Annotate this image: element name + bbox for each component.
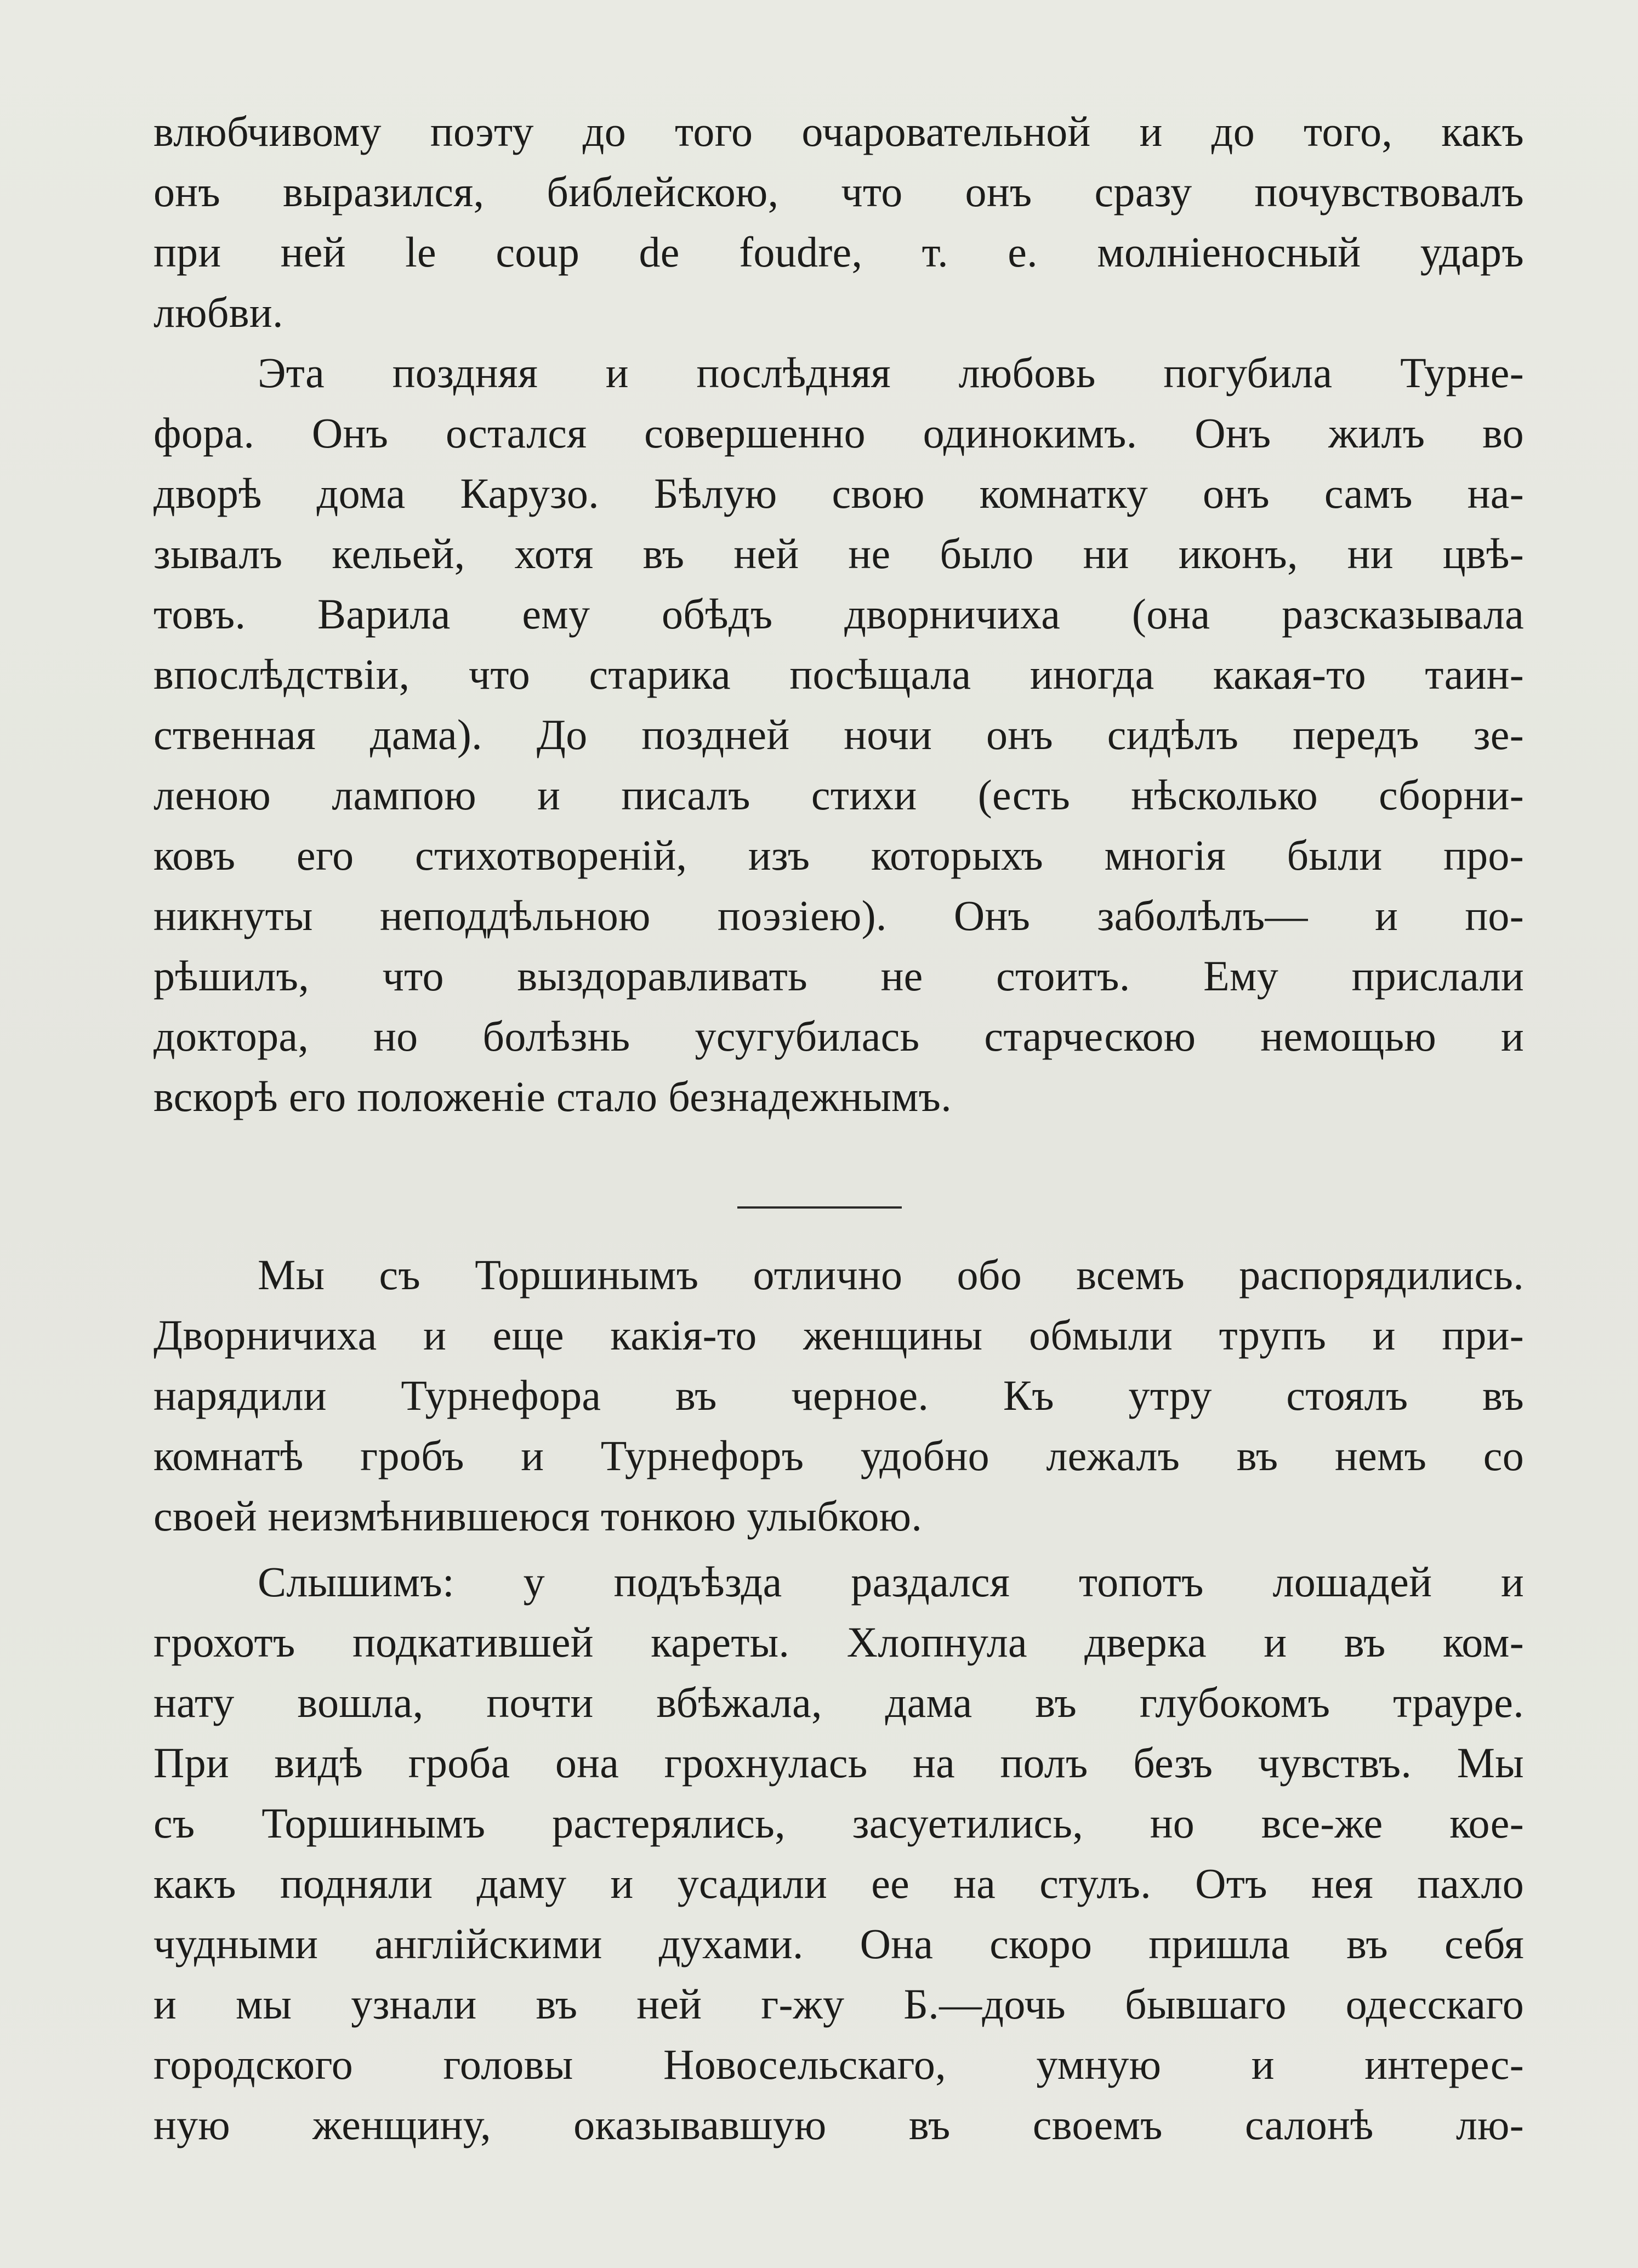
section-divider — [737, 1206, 902, 1209]
text-line: Дворничиха и еще какія-то женщины обмыли трупъ и при- — [153, 1311, 1524, 1359]
text-line: городского головы Новосельскаго, умную и интерес- — [153, 2040, 1524, 2088]
text-line: какъ подняли даму и усадили ее на стулъ. Отъ нея пахло — [153, 1859, 1524, 1907]
text-line: никнуты неподдѣльною поэзіею). Онъ заболѣлъ— и по- — [153, 892, 1524, 939]
text-line: нарядили Турнефора въ черное. Къ утру стоялъ въ — [153, 1371, 1524, 1419]
text-line: доктора, но болѣзнь усугубилась старческою немощью и — [153, 1012, 1524, 1060]
text-line: чудными англійскими духами. Она скоро пришла въ себя — [153, 1920, 1524, 1968]
text-line: ковъ его стихотвореній, изъ которыхъ многія были про- — [153, 831, 1524, 879]
text-line: Мы съ Торшинымъ отлично обо всемъ распорядились. — [258, 1251, 1524, 1299]
text-line: влюбчивому поэту до того очаровательной и до того, какъ — [153, 107, 1524, 155]
text-line: впослѣдствіи, что старика посѣщала иногда какая-то таин- — [153, 650, 1524, 698]
paragraph-4 — [153, 1552, 1524, 2155]
text-line: ственная дама). До поздней ночи онъ сидѣлъ передъ зе- — [153, 711, 1524, 758]
text-line: Слышимъ: у подъѣзда раздался топотъ лошадей и — [258, 1558, 1524, 1606]
text-line: рѣшилъ, что выздоравливать не стоитъ. Ему прислали — [153, 952, 1524, 1000]
text-line: товъ. Варила ему обѣдъ дворничиха (она разсказывала — [153, 590, 1524, 638]
text-line: фора. Онъ остался совершенно одинокимъ. Онъ жилъ во — [153, 409, 1524, 457]
text-line: онъ выразился, библейскою, что онъ сразу почувствовалъ — [153, 168, 1524, 216]
text-line: любви. — [153, 288, 283, 336]
text-line: При видѣ гроба она грохнулась на полъ безъ чувствъ. Мы — [153, 1739, 1524, 1787]
text-line: съ Торшинымъ растерялись, засуетились, но все-же кое- — [153, 1799, 1524, 1847]
paragraph-2 — [153, 343, 1524, 1127]
text-line: вскорѣ его положеніе стало безнадежнымъ. — [153, 1073, 952, 1120]
text-line: ную женщину, оказывавшую въ своемъ салонѣ лю- — [153, 2101, 1524, 2148]
paragraph-3 — [153, 1245, 1524, 1546]
text-line: Эта поздняя и послѣдняя любовь погубила Турне- — [258, 349, 1524, 396]
text-line: комнатѣ гробъ и Турнефоръ удобно лежалъ въ немъ со — [153, 1432, 1524, 1479]
paragraph-1 — [153, 101, 1524, 343]
text-line: грохотъ подкатившей кареты. Хлопнула дверка и въ ком- — [153, 1618, 1524, 1666]
text-line: дворѣ дома Карузо. Бѣлую свою комнатку онъ самъ на- — [153, 469, 1524, 517]
text-line: зывалъ кельей, хотя въ ней не было ни иконъ, ни цвѣ- — [153, 530, 1524, 577]
text-line: своей неизмѣнившеюся тонкою улыбкою. — [153, 1492, 923, 1540]
text-line: нату вошла, почти вбѣжала, дама въ глубокомъ трауре. — [153, 1679, 1524, 1726]
text-line: и мы узнали въ ней г-жу Б.—дочь бывшаго одесскаго — [153, 1980, 1524, 2028]
text-line: леною лампою и писалъ стихи (есть нѣсколько сборни- — [153, 771, 1524, 819]
text-line: при ней le coup de foudre, т. е. молніеносный ударъ — [153, 228, 1524, 276]
